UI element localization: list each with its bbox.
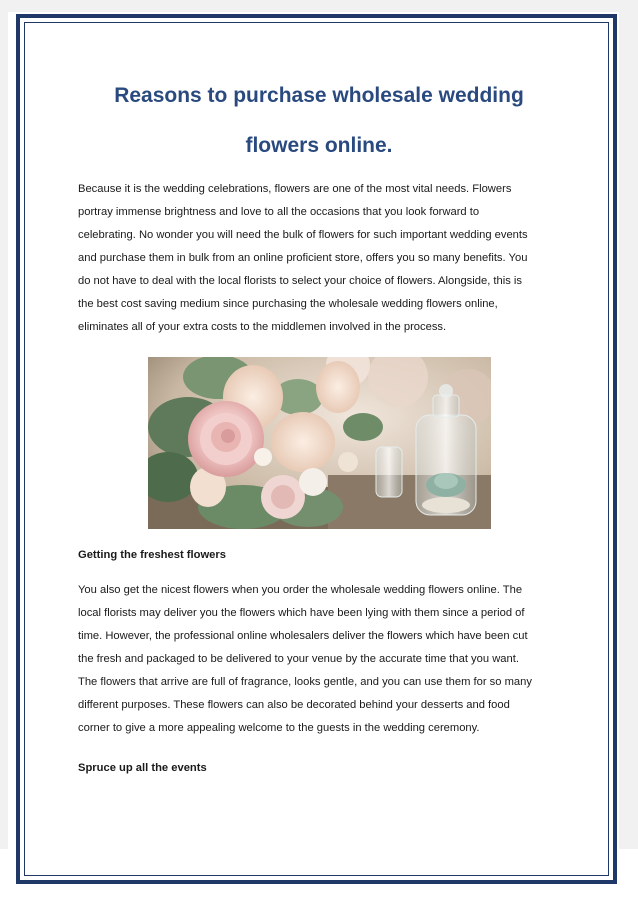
- text-line: time. However, the professional online wholesalers deliver the flowers which have been cut: [78, 630, 528, 642]
- text-line: celebrating. No wonder you will need the bulk of flowers for such important wedding events: [78, 229, 528, 241]
- text-line: Because it is the wedding celebrations, flowers are one of the most vital needs. Flowers: [78, 183, 512, 195]
- freshest-flowers-paragraph: [78, 579, 568, 740]
- text-line: do not have to deal with the local florists to select your choice of flowers. Alongside, this is: [78, 275, 523, 287]
- text-line: local florists may deliver you the flowers which have been lying with them since a period of: [78, 607, 525, 619]
- text-line: different purposes. These flowers can also be decorated behind your desserts and food: [78, 699, 510, 711]
- wedding-flowers-photo: [148, 357, 491, 529]
- document-title-line-2: flowers online.: [245, 134, 393, 157]
- text-line: and purchase them in bulk from an online proficient store, offers you so many benefits. You: [78, 252, 528, 264]
- text-line: the best cost saving medium since purchasing the wholesale wedding flowers online,: [78, 298, 498, 310]
- document-title-line-1: Reasons to purchase wholesale wedding: [114, 84, 524, 107]
- text-line: You also get the nicest flowers when you order the wholesale wedding flowers online. The: [78, 584, 523, 596]
- intro-paragraph: [78, 178, 568, 339]
- text-line: the fresh and packaged to be delivered to your venue by the accurate time that you want.: [78, 653, 519, 665]
- text-line: portray immense brightness and love to all the occasions that you look forward to: [78, 206, 480, 218]
- text-line: eliminates all of your extra costs to the middlemen involved in the process.: [78, 321, 447, 333]
- section-heading-spruce-up-events: Spruce up all the events: [78, 762, 207, 774]
- text-line: The flowers that arrive are full of fragrance, looks gentle, and you can use them for so many: [78, 676, 532, 688]
- text-line: corner to give a more appealing welcome to the guests in the wedding ceremony.: [78, 722, 480, 734]
- section-heading-freshest-flowers: Getting the freshest flowers: [78, 549, 226, 561]
